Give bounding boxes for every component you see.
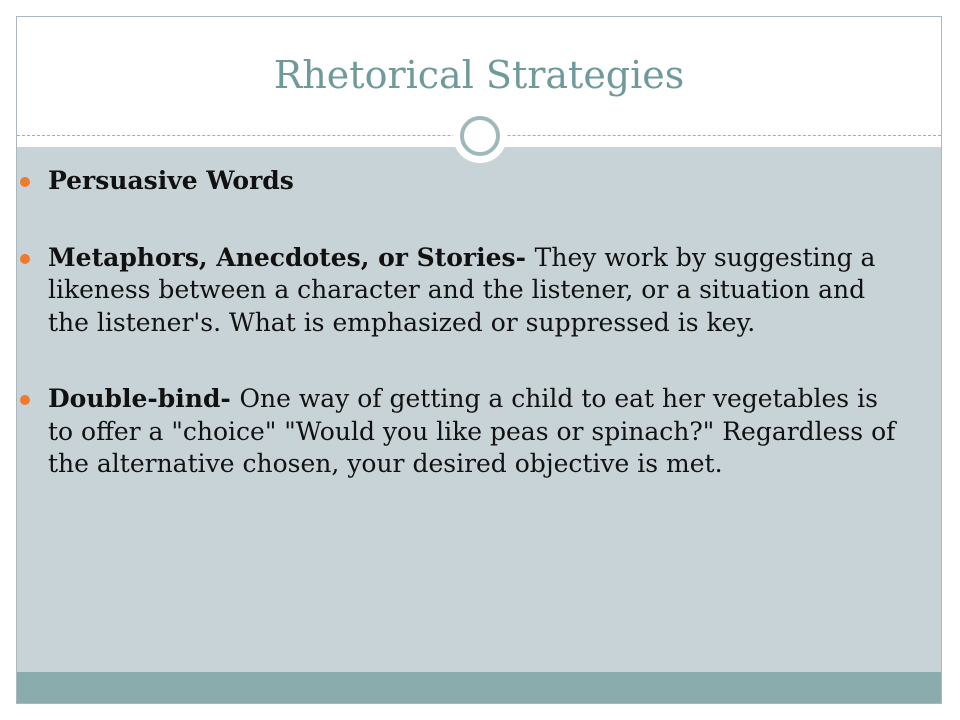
bullet-double-bind bbox=[20, 383, 910, 481]
bullet-list bbox=[20, 165, 910, 525]
bullet-text: They work by suggesting a likeness between a character and the listener, or a situation and the listener's. What is emphasized or suppressed is key. bbox=[48, 242, 876, 337]
bullet-metaphors bbox=[20, 242, 910, 340]
bullet-dot bbox=[20, 395, 30, 405]
bullet-dot bbox=[20, 177, 30, 187]
bullet-text: One way of getting a child to eat her vegetables is to offer a "choice" "Would you like peas or spinach?" Regardless of the alternative chosen, your desired objective is met. bbox=[48, 384, 896, 478]
bullet-heading: Persuasive Words bbox=[48, 166, 294, 195]
bullet-heading: Double-bind- bbox=[48, 384, 240, 413]
circle-ornament-ring bbox=[460, 116, 500, 156]
bullet-heading: Metaphors, Anecdotes, or Stories- bbox=[48, 242, 535, 272]
bullet-dot bbox=[20, 254, 30, 264]
slide-title: Rhetorical Strategies bbox=[273, 53, 685, 97]
bullet-persuasive-words bbox=[20, 165, 910, 198]
footer-band bbox=[17, 672, 941, 704]
